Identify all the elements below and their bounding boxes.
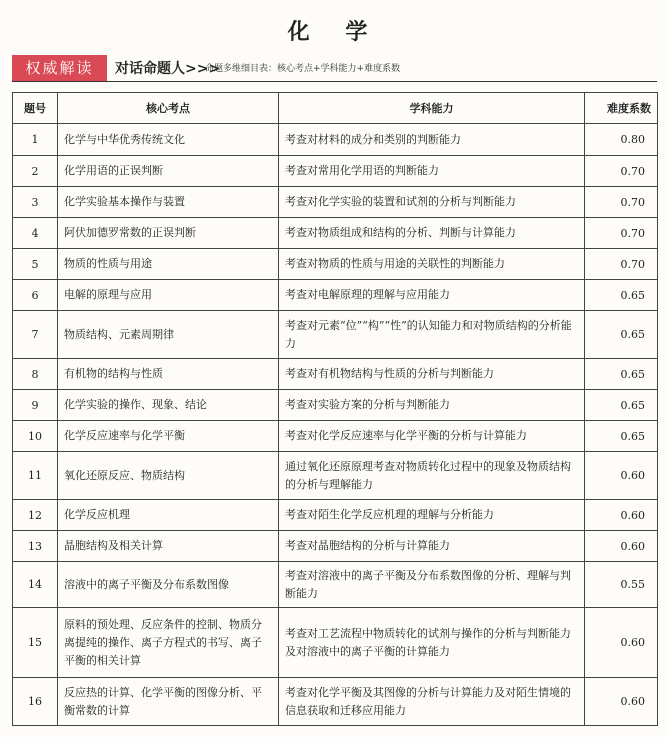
cell-ability: 考查对物质的性质与用途的关联性的判断能力 [279, 249, 585, 280]
cell-topic: 化学反应速率与化学平衡 [58, 421, 279, 452]
cell-difficulty: 0.65 [585, 421, 658, 452]
table-header-row [13, 93, 658, 124]
table-row [13, 562, 658, 608]
cell-no: 12 [13, 500, 58, 531]
cell-no: 2 [13, 156, 58, 187]
cell-ability: 考查对实验方案的分析与判断能力 [279, 390, 585, 421]
cell-difficulty: 0.70 [585, 218, 658, 249]
page-title: 化 学 [287, 19, 382, 45]
cell-no: 13 [13, 531, 58, 562]
exam-spec-table [12, 92, 658, 726]
cell-topic: 物质的性质与用途 [58, 249, 279, 280]
header-ability: 学科能力 [279, 93, 585, 124]
cell-topic: 氧化还原反应、物质结构 [58, 452, 279, 500]
cell-no: 11 [13, 452, 58, 500]
cell-topic: 电解的原理与应用 [58, 280, 279, 311]
cell-topic: 化学实验的操作、现象、结论 [58, 390, 279, 421]
cell-ability: 考查对晶胞结构的分析与计算能力 [279, 531, 585, 562]
cell-no: 1 [13, 124, 58, 156]
cell-no: 5 [13, 249, 58, 280]
header-no: 题号 [13, 93, 58, 124]
cell-no: 7 [13, 311, 58, 359]
cell-ability: 考查对溶液中的离子平衡及分布系数图像的分析、理解与判断能力 [279, 562, 585, 608]
cell-no: 4 [13, 218, 58, 249]
cell-ability: 考查对化学实验的装置和试剂的分析与判断能力 [279, 187, 585, 218]
cell-topic: 阿伏加德罗常数的正误判断 [58, 218, 279, 249]
cell-difficulty: 0.60 [585, 500, 658, 531]
cell-difficulty: 0.65 [585, 280, 658, 311]
cell-ability: 考查对元素“位”“构”“性”的认知能力和对物质结构的分析能力 [279, 311, 585, 359]
cell-topic: 反应热的计算、化学平衡的图像分析、平衡常数的计算 [58, 678, 279, 726]
cell-topic: 物质结构、元素周期律 [58, 311, 279, 359]
cell-ability: 考查对材料的成分和类别的判断能力 [279, 124, 585, 156]
cell-topic: 化学与中华优秀传统文化 [58, 124, 279, 156]
cell-difficulty: 0.80 [585, 124, 658, 156]
cell-topic: 晶胞结构及相关计算 [58, 531, 279, 562]
cell-difficulty: 0.60 [585, 452, 658, 500]
table-row [13, 156, 658, 187]
table-row [13, 124, 658, 156]
cell-no: 8 [13, 359, 58, 390]
cell-topic: 化学实验基本操作与装置 [58, 187, 279, 218]
cell-difficulty: 0.60 [585, 531, 658, 562]
cell-difficulty: 0.65 [585, 390, 658, 421]
cell-topic: 化学用语的正误判断 [58, 156, 279, 187]
table-row [13, 390, 658, 421]
table-row [13, 421, 658, 452]
cell-ability: 考查对陌生化学反应机理的理解与分析能力 [279, 500, 585, 531]
table-row [13, 531, 658, 562]
cell-topic: 原料的预处理、反应条件的控制、物质分离提纯的操作、离子方程式的书写、离子平衡的相关计算 [58, 608, 279, 678]
cell-difficulty: 0.70 [585, 156, 658, 187]
section-banner [12, 55, 657, 82]
header-difficulty: 难度系数 [585, 93, 658, 124]
cell-difficulty: 0.65 [585, 359, 658, 390]
table-body [13, 124, 658, 726]
cell-topic: 有机物的结构与性质 [58, 359, 279, 390]
cell-topic: 化学反应机理 [58, 500, 279, 531]
table-row [13, 187, 658, 218]
cell-difficulty: 0.60 [585, 678, 658, 726]
cell-no: 14 [13, 562, 58, 608]
cell-difficulty: 0.70 [585, 249, 658, 280]
header-topic: 核心考点 [58, 93, 279, 124]
section-badge: 权威解读 [12, 55, 107, 81]
cell-ability: 考查对化学反应速率与化学平衡的分析与计算能力 [279, 421, 585, 452]
cell-ability: 考查对物质组成和结构的分析、判断与计算能力 [279, 218, 585, 249]
cell-topic: 溶液中的离子平衡及分布系数图像 [58, 562, 279, 608]
cell-ability: 考查对工艺流程中物质转化的试剂与操作的分析与判断能力及对溶液中的离子平衡的计算能力 [279, 608, 585, 678]
cell-difficulty: 0.70 [585, 187, 658, 218]
cell-no: 3 [13, 187, 58, 218]
banner-subtitle: 命题多维细目表：核心考点+学科能力+难度系数 [205, 64, 401, 74]
cell-difficulty: 0.55 [585, 562, 658, 608]
table-row [13, 311, 658, 359]
cell-ability: 通过氧化还原原理考查对物质转化过程中的现象及物质结构的分析与理解能力 [279, 452, 585, 500]
cell-no: 6 [13, 280, 58, 311]
cell-ability: 考查对电解原理的理解与应用能力 [279, 280, 585, 311]
cell-no: 9 [13, 390, 58, 421]
table-row [13, 452, 658, 500]
cell-difficulty: 0.65 [585, 311, 658, 359]
cell-no: 15 [13, 608, 58, 678]
cell-ability: 考查对有机物结构与性质的分析与判断能力 [279, 359, 585, 390]
table-row [13, 218, 658, 249]
table-row [13, 678, 658, 726]
cell-no: 10 [13, 421, 58, 452]
table-row [13, 280, 658, 311]
cell-no: 16 [13, 678, 58, 726]
cell-ability: 考查对常用化学用语的判断能力 [279, 156, 585, 187]
table-row [13, 500, 658, 531]
banner-title: 对话命题人>>> [115, 61, 221, 77]
table-row [13, 608, 658, 678]
cell-difficulty: 0.60 [585, 608, 658, 678]
cell-ability: 考查对化学平衡及其图像的分析与计算能力及对陌生情境的信息获取和迁移应用能力 [279, 678, 585, 726]
table-row [13, 359, 658, 390]
table-row [13, 249, 658, 280]
